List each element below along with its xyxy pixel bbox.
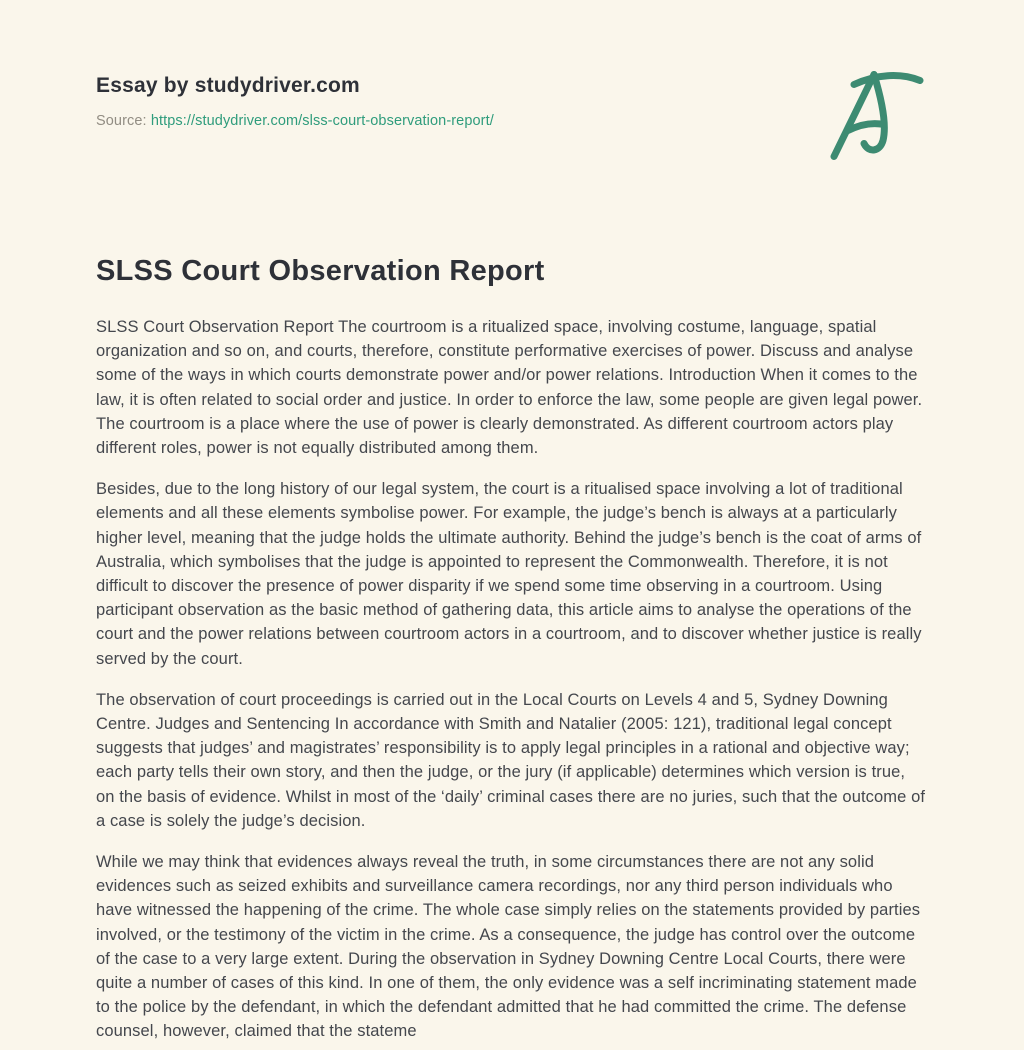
essay-title: SLSS Court Observation Report	[96, 255, 545, 287]
source-label: Source:	[96, 113, 147, 129]
essay-main	[96, 255, 928, 1044]
studydriver-logo-icon	[824, 66, 934, 162]
essay-paragraph: While we may think that evidences always reveal the truth, in some circumstances there are not any solid evidences such as seized exhibits and surveillance camera recordings, nor any third person individuals who have witnessed the happening of the crime. The whole case simply relies on the statements provided by parties involved, or the testimony of the victim in the crime. As a consequence, the judge has control over the outcome of the case to a very large extent. During the observation in Sydney Downing Centre Local Courts, there were quite a number of cases of this kind. In one of them, the only evidence was a self incriminating statement made to the police by the defendant, in which the defendant admitted that he had committed the crime. The defense counsel, however, claimed that the stateme	[96, 853, 921, 1041]
byline: Essay by studydriver.com	[96, 74, 360, 97]
source-line	[96, 113, 928, 129]
essay-paragraph: SLSS Court Observation Report The courtroom is a ritualized space, involving costume, language, spatial organization and so on, and courts, therefore, constitute performative exercises of power. Discuss and analyse some of the ways in which courts demonstrate power and/or power relations. Introduction When it comes to the law, it is often related to social order and justice. In order to enforce the law, some people are given legal power. The courtroom is a place where the use of power is clearly demonstrated. As different courtroom actors play different roles, power is not equally distributed among them.	[96, 318, 923, 458]
essay-body	[96, 315, 928, 1044]
essay-paragraph: The observation of court proceedings is carried out in the Local Courts on Levels 4 and 5, Sydney Downing Centre. Judges and Sentencing In accordance with Smith and Natalier (2005: 121), traditional legal concept suggests that judges’ and magistrates’ responsibility is to apply legal principles in a rational and objective way; each party tells their own story, and then the judge, or the jury (if applicable) determines which version is true, on the basis of evidence. Whilst in most of the ‘daily’ criminal cases there are no juries, such that the outcome of a case is solely the judge’s decision.	[96, 690, 926, 830]
page-header	[96, 74, 928, 129]
source-url-link[interactable]: https://studydriver.com/slss-court-observation-report/	[150, 113, 494, 129]
essay-paragraph: Besides, due to the long history of our legal system, the court is a ritualised space involving a lot of traditional elements and all these elements symbolise power. For example, the judge’s bench is always at a particularly higher level, meaning that the judge holds the ultimate authority. Behind the judge’s bench is the coat of arms of Australia, which symbolises that the judge is appointed to represent the Commonwealth. Therefore, it is not difficult to discover the presence of power disparity if we spend some time observing in a courtroom. Using participant observation as the basic method of gathering data, this article aims to analyse the operations of the court and the power relations between courtroom actors in a courtroom, and to discover whether justice is really served by the court.	[96, 480, 922, 668]
